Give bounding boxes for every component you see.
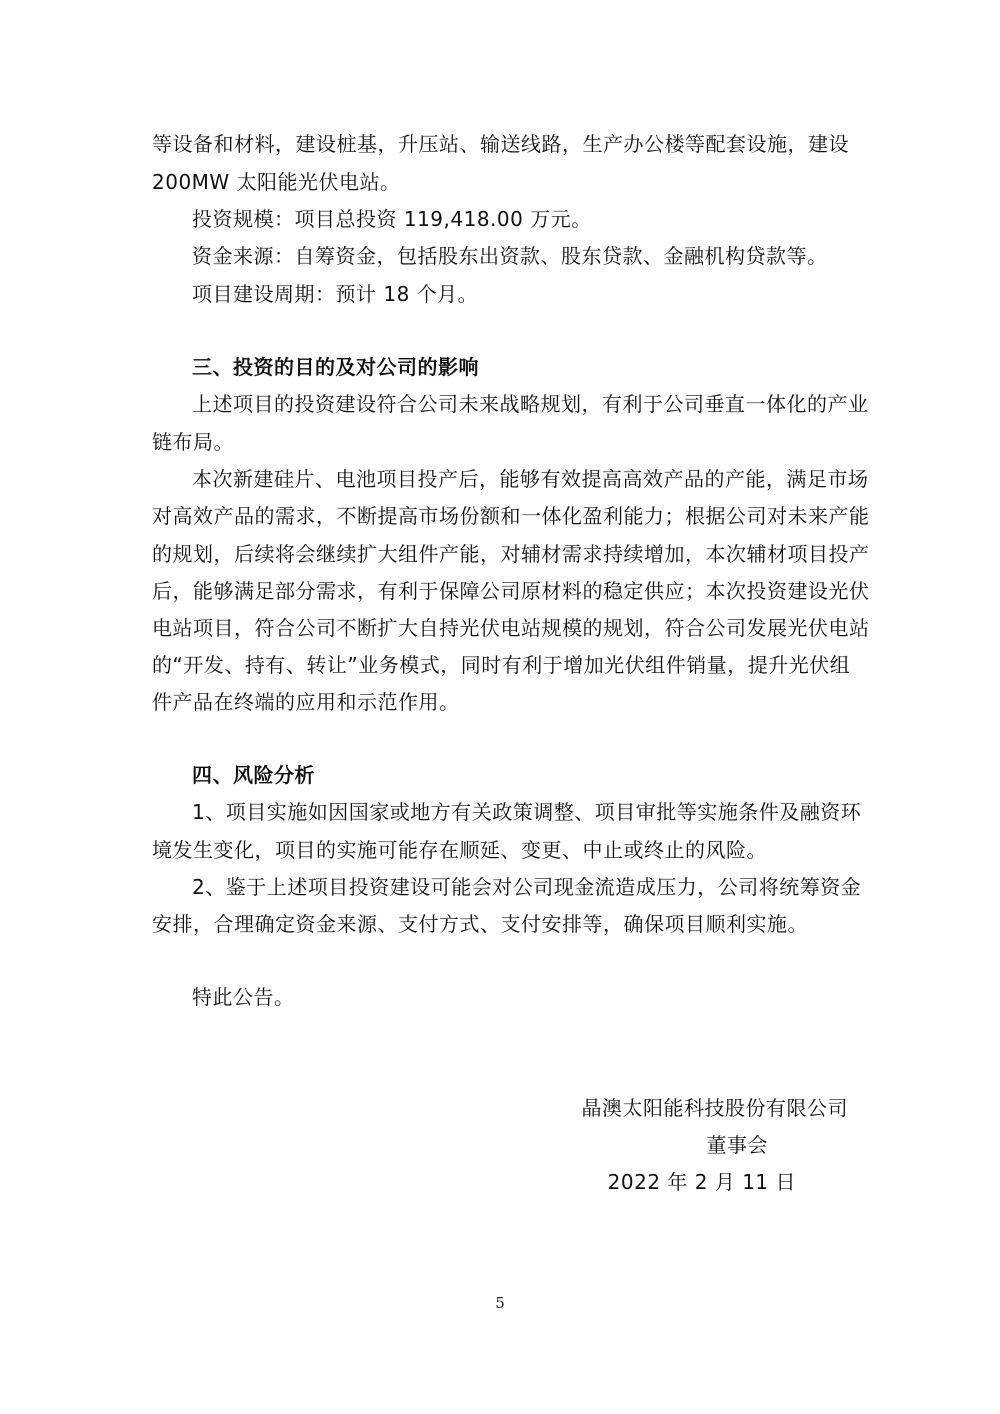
investment-scale: 投资规模：项目总投资 119,418.00 万元。 — [192, 207, 592, 231]
section-3-para-2-line-4: 后，能够满足部分需求，有利于保障公司原材料的稳定供应；本次投资建设光伏 — [152, 579, 870, 603]
risk-2-line-2: 安排，合理确定资金来源、支付方式、支付安排等，确保项目顺利实施。 — [152, 912, 808, 936]
closing-statement: 特此公告。 — [192, 985, 295, 1009]
section-3-para-1-line-2: 链布局。 — [152, 430, 234, 454]
risk-1-line-1: 1、项目实施如因国家或地方有关政策调整、项目审批等实施条件及融资环 — [192, 800, 862, 824]
project-desc-line-2: 200MW 太阳能光伏电站。 — [152, 170, 401, 194]
section-3-para-2-line-3: 的规划，后续将会继续扩大组件产能，对辅材需求持续增加，本次辅材项目投产 — [152, 542, 870, 566]
section-3-heading: 三、投资的目的及对公司的影响 — [192, 355, 479, 379]
signature-date: 2022 年 2 月 11 日 — [607, 1170, 796, 1194]
funding-source: 资金来源：自筹资金，包括股东出资款、股东贷款、金融机构贷款等。 — [192, 244, 828, 268]
section-3-para-2-line-5: 电站项目，符合公司不断扩大自持光伏电站规模的规划，符合公司发展光伏电站 — [152, 616, 870, 640]
section-3-para-2-line-1: 本次新建硅片、电池项目投产后，能够有效提高高效产品的产能，满足市场 — [192, 467, 869, 491]
section-3-para-2-line-6: 的“开发、持有、转让”业务模式，同时有利于增加光伏组件销量，提升光伏组 — [152, 653, 851, 677]
risk-2-line-1: 2、鉴于上述项目投资建设可能会对公司现金流造成压力，公司将统筹资金 — [192, 875, 862, 899]
section-3-para-2-line-7: 件产品在终端的应用和示范作用。 — [152, 690, 460, 714]
signature-company: 晶澳太阳能科技股份有限公司 — [581, 1096, 848, 1120]
section-3-para-2-line-2: 对高效产品的需求，不断提高市场份额和一体化盈利能力；根据公司对未来产能 — [152, 504, 870, 528]
page-number: 5 — [495, 1294, 505, 1312]
signature-board: 董事会 — [706, 1133, 768, 1157]
project-desc-line-1: 等设备和材料，建设桩基，升压站、输送线路，生产办公楼等配套设施，建设 — [152, 132, 849, 156]
risk-1-line-2: 境发生变化，项目的实施可能存在顺延、变更、中止或终止的风险。 — [152, 838, 767, 862]
construction-period: 项目建设周期：预计 18 个月。 — [192, 282, 479, 306]
section-3-para-1-line-1: 上述项目的投资建设符合公司未来战略规划，有利于公司垂直一体化的产业 — [192, 392, 869, 416]
section-4-heading: 四、风险分析 — [192, 763, 315, 787]
